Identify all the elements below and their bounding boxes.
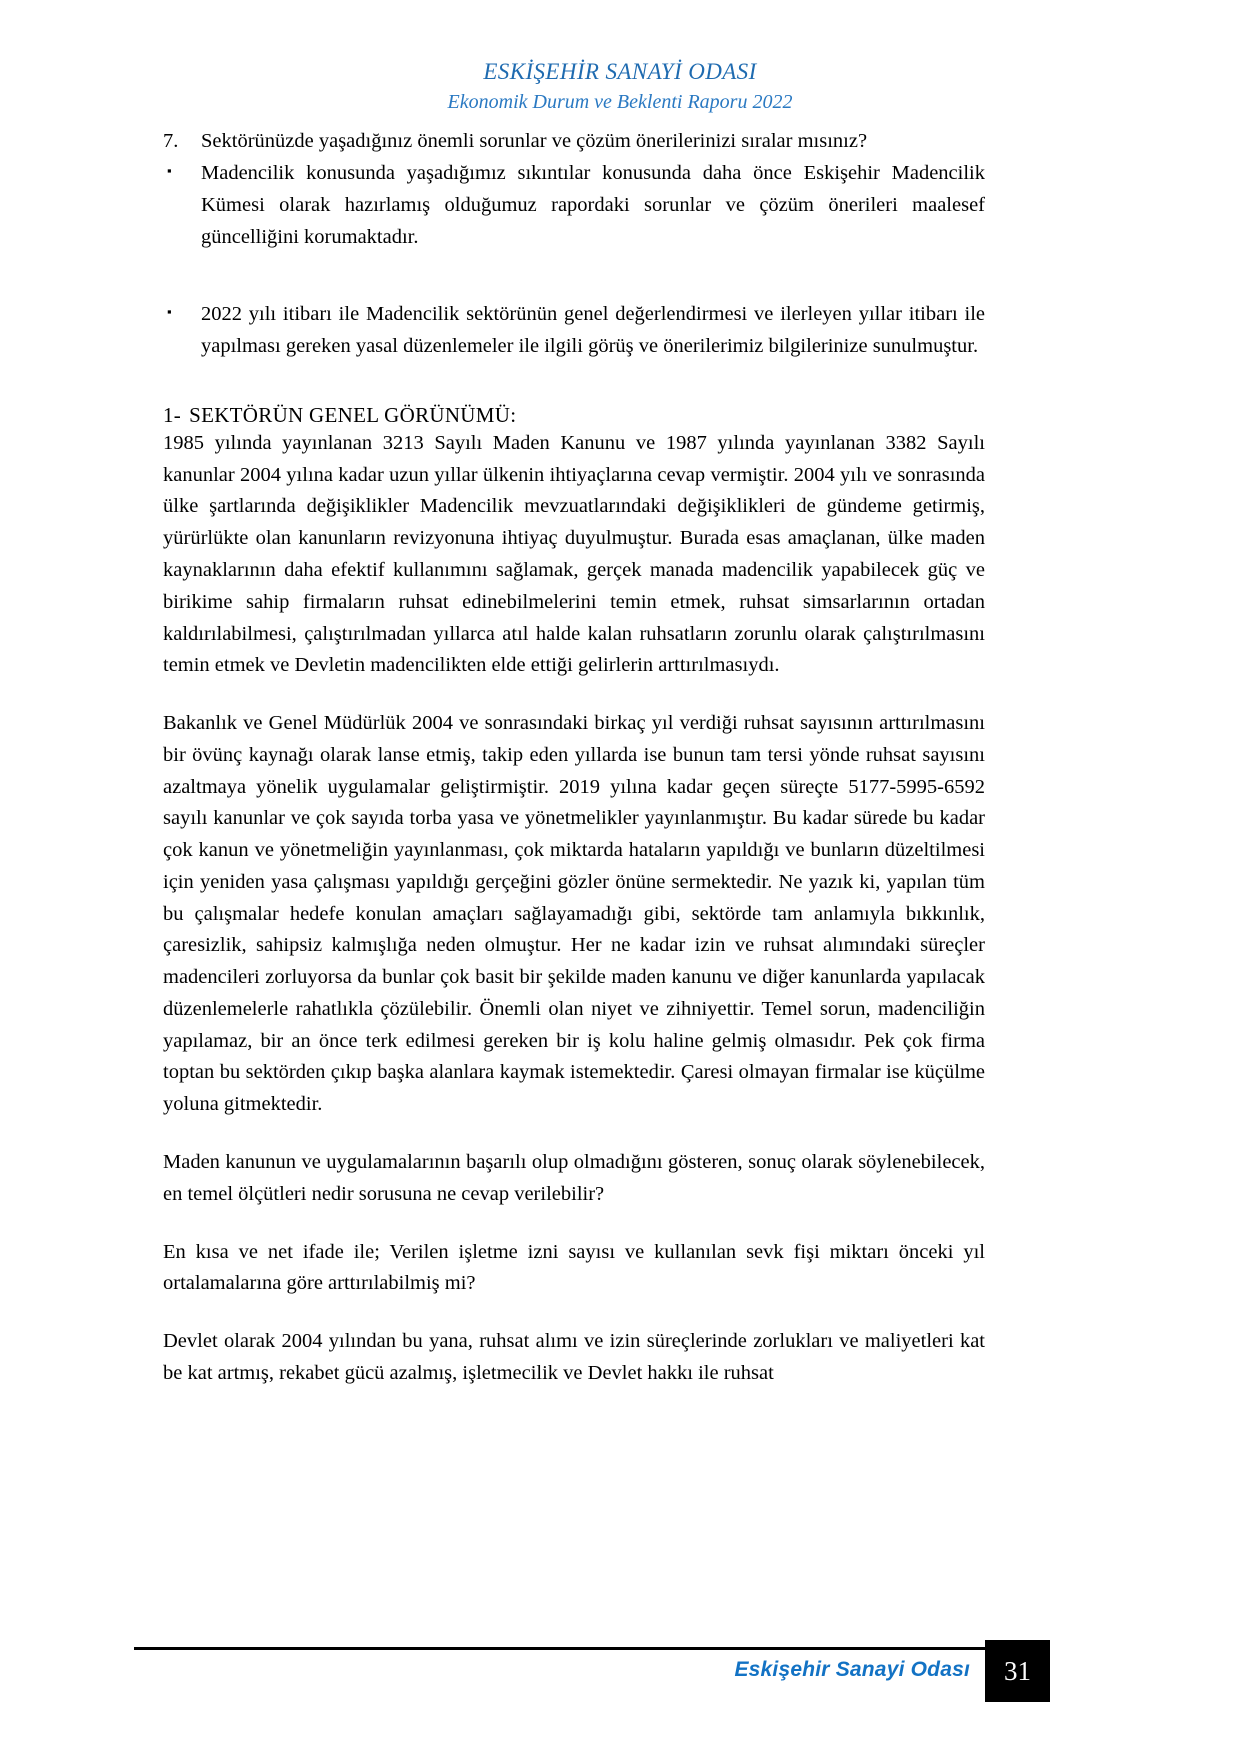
paragraph: En kısa ve net ifade ile; Verilen işletme izni sayısı ve kullanılan sevk fişi miktarı önceki yıl ortalamalarına göre arttırılabilmiş mi? [163, 1240, 985, 1295]
paragraph: Maden kanunun ve uygulamalarının başarılı olup olmadığını gösteren, sonuç olarak söylenebilecek, en temel ölçütleri nedir sorusuna ne cevap verilebilir? [163, 1151, 985, 1205]
square-bullet-icon: ▪ [167, 163, 172, 179]
square-bullet-icon: ▪ [167, 304, 172, 320]
question-text: Sektörünüzde yaşadığınız önemli sorunlar ve çözüm önerilerinizi sıralar mısınız? [201, 130, 868, 152]
document-header [0, 58, 1240, 115]
page-number-badge [985, 1640, 1050, 1702]
list-item-text: Madencilik konusunda yaşadığımız sıkıntılar konusunda daha önce Eskişehir Madencilik Kümesi olarak hazırlamış olduğumuz rapordaki sorunlar ve çözüm önerileri maalesef güncelliğini korumaktadır. [201, 162, 985, 248]
header-report-title: Ekonomik Durum ve Beklenti Raporu 2022 [447, 90, 793, 113]
list-item-text: 2022 yılı itibarı ile Madencilik sektörünün genel değerlendirmesi ve ilerleyen yıllar itibarı ile yapılması gereken yasal düzenlemeler ile ilgili görüş ve önerilerimiz bilgilerinize sunulmuştur. [201, 303, 985, 358]
footer-divider [134, 1647, 1050, 1650]
section-title-text: SEKTÖRÜN GENEL GÖRÜNÜMÜ: [189, 402, 517, 427]
question-item [163, 127, 985, 156]
list-item [163, 299, 985, 363]
document-body [163, 127, 985, 1390]
paragraph: Devlet olarak 2004 yılından bu yana, ruhsat alımı ve izin süreçlerinde zorlukları ve maliyetleri kat be kat artmış, rekabet gücü azalmış, işletmecilik ve Devlet hakkı ile ruhsat [163, 1330, 985, 1384]
paragraph: 1985 yılında yayınlanan 3213 Sayılı Maden Kanunu ve 1987 yılında yayınlanan 3382 Sayılı kanunlar 2004 yılına kadar uzun yıllar ülkenin ihtiyaçlarına cevap vermiştir. 2004 yılı ve sonrasında ülke şartlarında değişiklikler Madencilik mevzuatlarındaki değişiklikleri de gündeme getirmiş, yürürlükte olan kanunların revizyonuna ihtiyaç duyulmuştur. Burada esas amaçlanan, ülke maden kaynaklarının daha efektif kullanımını sağlamak, gerçek manada madencilik yapabilecek güç ve birikime sahip firmaların ruhsat edinebilmelerini temin etmek, ruhsat simsarlarının ortadan kaldırılabilmesi, çalıştırılmadan yıllarca atıl halde kalan ruhsatların zorunlu olarak çalıştırılmasını temin etmek ve Devletin madencilikten elde ettiği gelirlerin arttırılmasıydı. [163, 431, 985, 677]
list-spacer [163, 253, 985, 297]
section-heading [163, 403, 985, 428]
header-organization-name: ESKİŞEHİR SANAYİ ODASI [483, 59, 757, 84]
list-item [163, 158, 985, 253]
footer-brand-text: Eskişehir Sanayi Odası [734, 1658, 970, 1681]
question-number: 7. [163, 130, 179, 152]
section-number: 1- [163, 402, 182, 427]
page-number-value: 31 [1004, 1655, 1031, 1686]
paragraph: Bakanlık ve Genel Müdürlük 2004 ve sonrasındaki birkaç yıl verdiği ruhsat sayısının arttırılmasını bir övünç kaynağı olarak lanse etmiş, takip eden yıllarda ise bunun tam tersi yönde ruhsat sayısını azaltmaya yönelik uygulamalar geliştirmiştir. 2019 yılına kadar geçen süreçte 5177-5995-6592 sayılı kanunlar ve çok sayıda torba yasa ve yönetmelikler yayınlanmıştır. Bu kadar sürede bu kadar çok kanun ve yönetmeliğin yayınlanması, çok miktarda hataların yapıldığı ve bunların düzeltilmesi için yeniden yasa çalışması yapıldığı gerçeğini gözler önüne sermektedir. Ne yazık ki, yapılan tüm bu çalışmalar hedefe konulan amaçları sağlayamadığı gibi, sektörde tam anlamıyla bıkkınlık, çaresizlik, sahipsiz kalmışlığa neden olmuştur. Her ne kadar izin ve ruhsat alımındaki süreçler madencileri zorluyorsa da bunlar çok basit bir şekilde maden kanunu ve diğer kanunlarda yapılacak düzenlemelerle rahatlıkla çözülebilir. Önemli olan niyet ve zihniyettir. Temel sorun, madenciliğin yapılamaz, bir an önce terk edilmesi gereken bir iş kolu haline gelmiş olmasıdır. Pek çok firma toptan bu sektörden çıkıp başka alanlara kaymak istemektedir. Çaresi olmayan firmalar ise küçülme yoluna gitmektedir. [163, 712, 985, 1116]
